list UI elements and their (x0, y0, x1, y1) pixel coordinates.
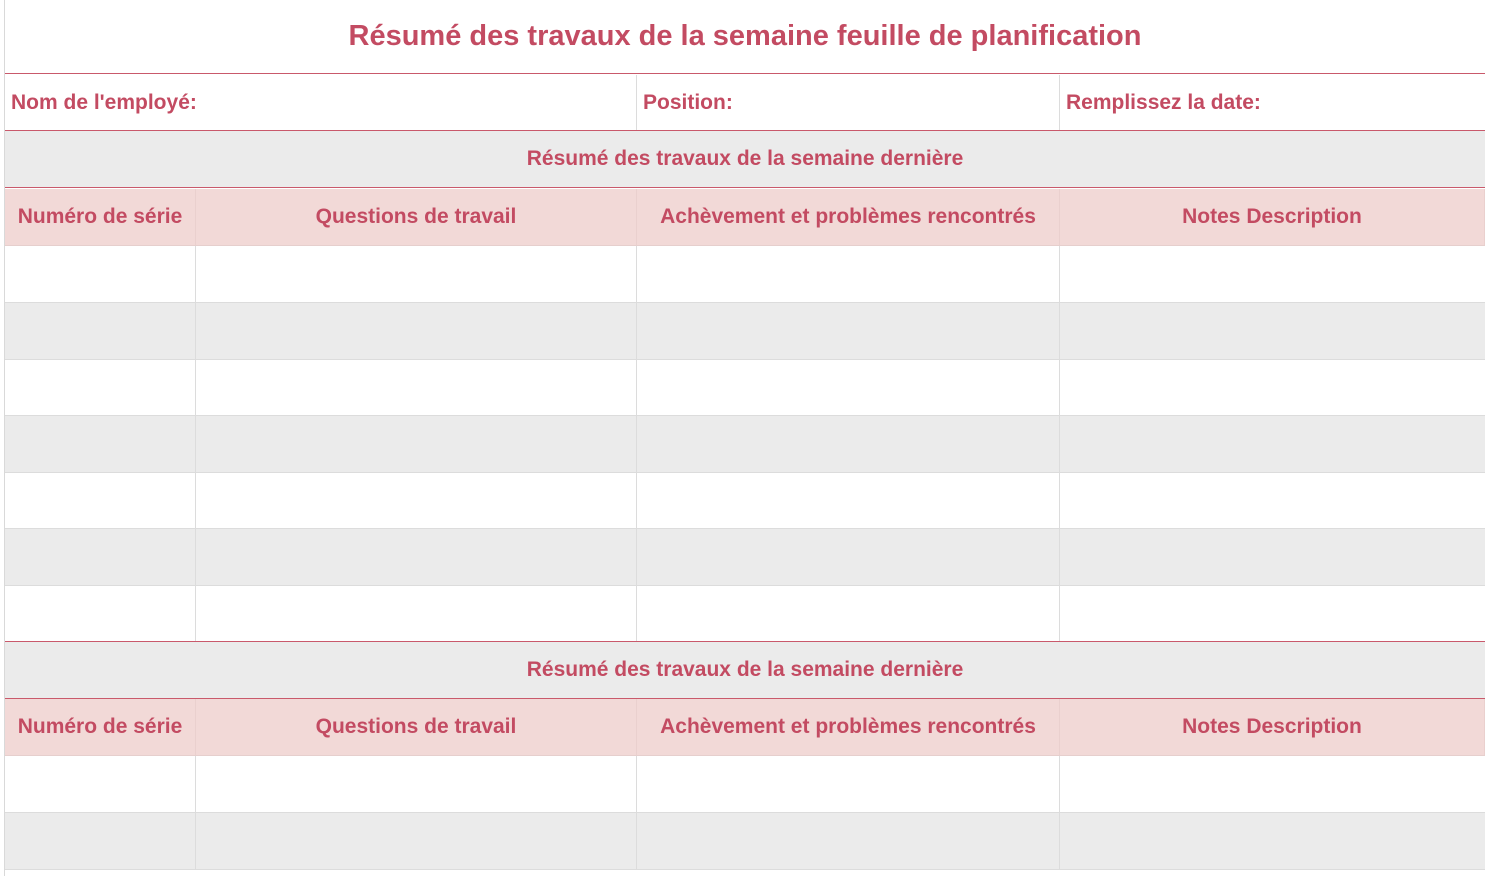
table-cell[interactable] (637, 813, 1060, 869)
fill-date-cell[interactable] (1060, 75, 1485, 130)
table-cell[interactable] (5, 416, 196, 472)
employee-name-cell[interactable] (5, 75, 637, 130)
section-heading-1 (5, 131, 1485, 188)
table-row (5, 359, 1485, 416)
table-cell[interactable] (1060, 472, 1485, 528)
table-cell[interactable] (196, 813, 637, 869)
section-heading-2 (5, 642, 1485, 699)
column-header-work-questions: Questions de travail (196, 699, 637, 755)
table-cell[interactable] (1060, 813, 1485, 869)
column-header-completion-problems: Achèvement et problèmes rencontrés (637, 189, 1060, 245)
table-row (5, 529, 1485, 586)
table-cell[interactable] (196, 472, 637, 528)
table-row (5, 585, 1485, 642)
column-header-serial: Numéro de série (5, 189, 196, 245)
column-header-notes: Notes Description (1060, 189, 1485, 245)
table-cell[interactable] (196, 756, 637, 812)
table-cell[interactable] (637, 756, 1060, 812)
table-cell[interactable] (196, 303, 637, 359)
table-cell[interactable] (196, 416, 637, 472)
column-header-work-questions: Questions de travail (196, 189, 637, 245)
column-header-row-1 (5, 189, 1485, 246)
table-cell[interactable] (5, 756, 196, 812)
table-cell[interactable] (5, 303, 196, 359)
table-cell[interactable] (196, 246, 637, 302)
section-heading-1-text: Résumé des travaux de la semaine dernière (526, 147, 964, 170)
table-row (5, 246, 1485, 303)
table-row (5, 303, 1485, 360)
table-row (5, 813, 1485, 870)
employee-name-label: Nom de l'employé: (11, 90, 197, 114)
column-header-row-2 (5, 699, 1485, 756)
employee-info-row (5, 75, 1485, 131)
table-cell[interactable] (637, 303, 1060, 359)
sheet-title: Résumé des travaux de la semaine feuille de planification (5, 0, 1485, 74)
table-cell[interactable] (637, 416, 1060, 472)
table-row (5, 472, 1485, 529)
position-cell[interactable] (637, 75, 1060, 130)
table-cell[interactable] (5, 813, 196, 869)
table-cell[interactable] (637, 585, 1060, 641)
table-row (5, 756, 1485, 813)
section-heading-2-text: Résumé des travaux de la semaine dernière (526, 658, 964, 681)
column-header-serial: Numéro de série (5, 699, 196, 755)
table-cell[interactable] (1060, 303, 1485, 359)
table-cell[interactable] (5, 472, 196, 528)
table-cell[interactable] (1060, 359, 1485, 415)
table-cell[interactable] (637, 529, 1060, 585)
table-cell[interactable] (1060, 756, 1485, 812)
table-cell[interactable] (1060, 246, 1485, 302)
table-cell[interactable] (5, 585, 196, 641)
table-cell[interactable] (637, 246, 1060, 302)
table-cell[interactable] (5, 359, 196, 415)
table-cell[interactable] (196, 529, 637, 585)
table-cell[interactable] (5, 246, 196, 302)
table-cell[interactable] (637, 359, 1060, 415)
table-cell[interactable] (5, 529, 196, 585)
column-header-notes: Notes Description (1060, 699, 1485, 755)
table-cell[interactable] (1060, 585, 1485, 641)
table-cell[interactable] (1060, 416, 1485, 472)
table-cell[interactable] (1060, 529, 1485, 585)
position-label: Position: (643, 90, 733, 114)
table-cell[interactable] (196, 585, 637, 641)
table-cell[interactable] (637, 472, 1060, 528)
column-header-completion-problems: Achèvement et problèmes rencontrés (637, 699, 1060, 755)
fill-date-label: Remplissez la date: (1066, 90, 1261, 114)
table-row (5, 416, 1485, 473)
table-cell[interactable] (196, 359, 637, 415)
